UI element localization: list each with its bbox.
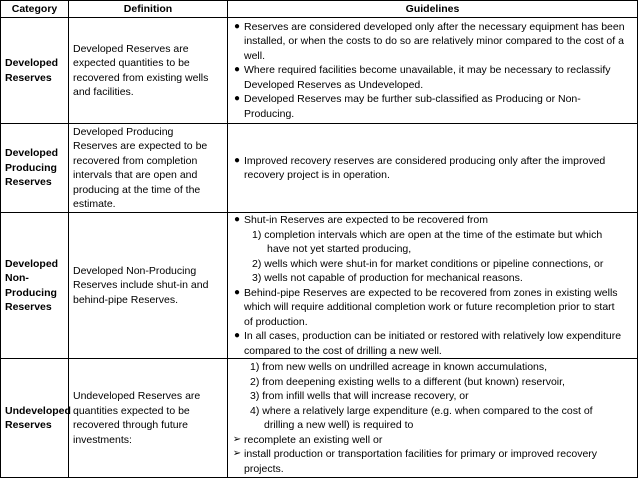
numbered-item: 2) from deepening existing wells to a different (but known) reservoir, — [250, 375, 565, 388]
category-cell: Developed Non- Producing Reserves — [1, 213, 69, 359]
header-guidelines: Guidelines — [228, 1, 638, 18]
row-developed-reserves — [1, 18, 638, 124]
header-category: Category — [1, 1, 69, 18]
bullet-item: ● Behind-pipe Reserves are expected to be recovered from zones in existing wells which will require additional completion work or future recompletion prior to start of production. — [231, 286, 635, 330]
definition-cell: Developed Non-Producing Reserves include shut-in and behind-pipe Reserves. — [69, 213, 228, 359]
definition-cell: Developed Reserves are expected quantities to be recovered from existing wells and facilities. — [69, 18, 228, 124]
category-cell: Developed Producing Reserves — [1, 124, 69, 213]
guidelines-cell — [228, 359, 638, 478]
bullet-item: ● Shut-in Reserves are expected to be recovered from — [231, 213, 635, 228]
row-developed-producing — [1, 124, 638, 213]
bullet-icon: ● — [233, 286, 241, 298]
guidelines-cell — [228, 124, 638, 213]
numbered-item-continuation: have not yet started producing, — [267, 243, 412, 255]
definition-cell: Undeveloped Reserves are quantities expected to be recovered through future investments: — [69, 359, 228, 478]
definition-cell: Developed Producing Reserves are expected to be recovered from completion intervals that are open and producing at the time of the estimate. — [69, 124, 228, 213]
bullet-item: ● Developed Reserves may be further sub-classified as Producing or Non- Producing. — [231, 92, 635, 121]
bullet-item: ● Improved recovery reserves are considered producing only after the improved recovery project is in operation. — [231, 154, 635, 183]
header-definition: Definition — [69, 1, 228, 18]
numbered-item: 1) completion intervals which are open at the time of the estimate but which — [252, 228, 603, 241]
row-undeveloped-reserves — [1, 359, 638, 478]
numbered-item: 4) where a relatively large expenditure (e.g. when compared to the cost of — [250, 404, 593, 417]
header-row — [1, 1, 638, 18]
arrow-item: ➢ install production or transportation facilities for primary or improved recovery projects. — [232, 448, 598, 475]
numbered-item: 3) wells not capable of production for mechanical reasons. — [252, 272, 523, 284]
bullet-item: ● Reserves are considered developed only after the necessary equipment has been installed, or when the costs to do so are relatively minor compared to the cost of a well. — [231, 20, 635, 64]
numbered-item: 3) from infill wells that will increase recovery, or — [250, 390, 469, 402]
bullet-icon: ● — [233, 154, 241, 166]
numbered-item: 2) wells which were shut-in for market conditions or pipeline connections, or — [252, 257, 604, 270]
row-developed-non-producing — [1, 213, 638, 359]
arrow-item: ➢ recomplete an existing well or — [232, 433, 383, 446]
bullet-icon: ● — [233, 214, 241, 225]
category-cell: Developed Reserves — [1, 18, 69, 124]
bullet-icon: ● — [233, 330, 241, 341]
bullet-item: ● In all cases, production can be initiated or restored with relatively low expenditure compared to the cost of drilling a new well. — [231, 329, 635, 358]
category-cell: Undeveloped Reserves — [1, 359, 69, 478]
guidelines-cell — [228, 213, 638, 359]
numbered-item-continuation: drilling a new well) is required to — [264, 419, 414, 431]
bullet-item: ● Where required facilities become unavailable, it may be necessary to reclassify Developed Reserves as Undeveloped. — [231, 63, 635, 92]
arrow-bullet-icon: ➢ — [232, 448, 242, 459]
bullet-icon: ● — [233, 64, 241, 76]
arrow-bullet-icon: ➢ — [232, 433, 242, 445]
bullet-icon: ● — [233, 20, 241, 32]
guidelines-cell — [228, 18, 638, 124]
numbered-item: 1) from new wells on undrilled acreage in known accumulations, — [250, 361, 548, 373]
bullet-icon: ● — [233, 93, 241, 105]
